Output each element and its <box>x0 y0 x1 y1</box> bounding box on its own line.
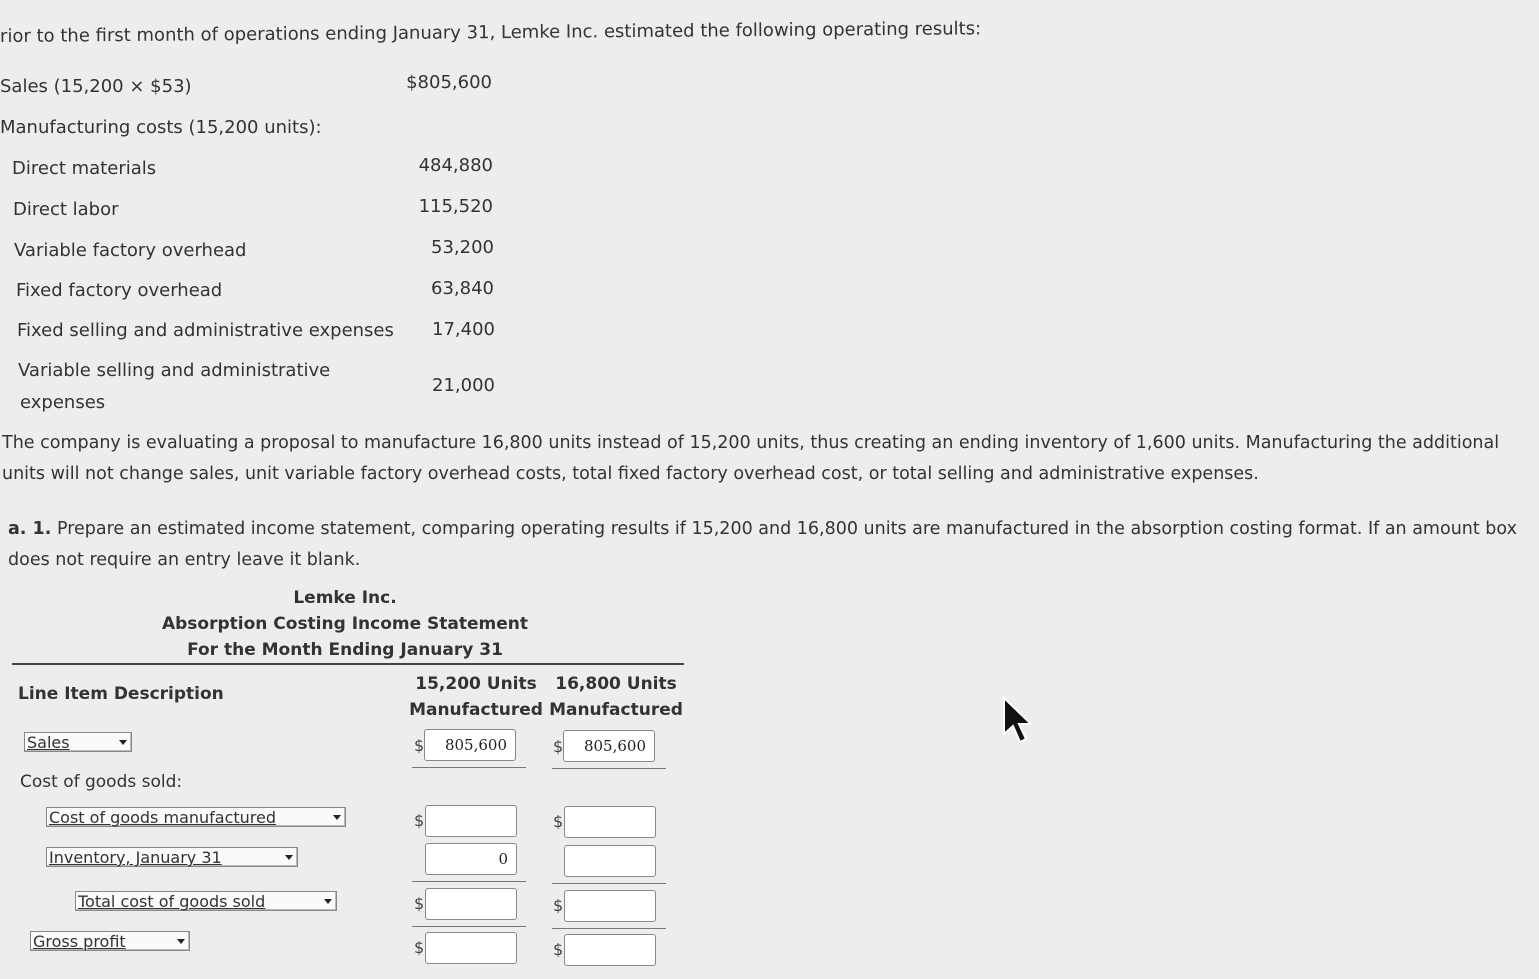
direct-labor-label: Direct labor <box>13 199 119 220</box>
sales-col1-currency: $ <box>414 736 425 755</box>
inventory-col2-underline <box>552 883 666 884</box>
fixed-selling-admin-value: 17,400 <box>432 319 495 340</box>
sales-estimate-label: Sales (15,200 × $53) <box>0 76 192 97</box>
proposal-text: The company is evaluating a proposal to manufacture 16,800 units instead of 15,200 units, thus creating an ending inventory of 1,600 units. Manufacturing the additional units will not change sales, unit variable factory overhead costs, total fixed factory overhead cost, or total selling and administrative expenses. <box>2 433 1500 484</box>
gross-profit-col2-currency: $ <box>553 940 564 959</box>
question-body: Prepare an estimated income statement, comparing operating results if 15,200 and 16,800 units are manufactured in the absorption costing format. If an amount box does not require an entry leave it blank. <box>8 519 1517 570</box>
total-cogs-select-label: Total cost of goods sold <box>78 892 266 911</box>
sales-col2-underline <box>552 768 666 769</box>
question-number: a. 1. <box>8 519 52 539</box>
cogm-select[interactable] <box>46 807 346 827</box>
cogs-label: Cost of goods sold: <box>20 772 183 792</box>
sales-select[interactable] <box>24 732 132 752</box>
total-cogs-col1-underline <box>412 926 526 927</box>
cogm-col2-currency: $ <box>553 812 564 831</box>
manufacturing-costs-header: Manufacturing costs (15,200 units): <box>0 117 322 138</box>
question-text <box>8 514 1528 576</box>
mouse-pointer-icon <box>1002 696 1036 746</box>
gross-profit-col2-input[interactable] <box>564 934 656 966</box>
inventory-select-label: Inventory, January 31 <box>49 848 222 867</box>
direct-materials-value: 484,880 <box>418 155 493 176</box>
total-cogs-col2-underline <box>552 928 666 929</box>
sales-col2-currency: $ <box>553 737 564 756</box>
gross-profit-select-label: Gross profit <box>33 932 126 951</box>
statement-period: For the Month Ending January 31 <box>187 640 503 660</box>
inventory-col2-input[interactable] <box>564 845 656 877</box>
cogm-col1-input[interactable] <box>425 805 517 837</box>
variable-selling-admin-label-2: expenses <box>20 392 106 413</box>
variable-selling-admin-label-1: Variable selling and administrative <box>18 360 331 381</box>
gross-profit-select[interactable] <box>30 931 190 951</box>
sales-col2-input[interactable]: 805,600 <box>563 730 655 762</box>
inventory-select[interactable] <box>46 847 298 867</box>
direct-materials-label: Direct materials <box>12 158 157 179</box>
cogm-col2-input[interactable] <box>564 806 656 838</box>
sales-col1-input[interactable]: 805,600 <box>424 729 516 761</box>
sales-select-label: Sales <box>27 733 70 752</box>
chevron-down-icon <box>324 899 332 904</box>
column-header-15200-line2: Manufactured <box>409 700 543 720</box>
variable-factory-overhead-value: 53,200 <box>431 237 494 258</box>
fixed-factory-overhead-value: 63,840 <box>431 278 494 299</box>
total-cogs-col2-input[interactable] <box>564 890 656 922</box>
chevron-down-icon <box>285 855 293 860</box>
column-header-16800-line1: 16,800 Units <box>555 674 677 694</box>
cogm-col1-currency: $ <box>414 811 425 830</box>
direct-labor-value: 115,520 <box>418 196 493 217</box>
inventory-col1-input[interactable]: 0 <box>425 843 517 875</box>
sales-col1-underline <box>412 767 526 768</box>
gross-profit-col1-currency: $ <box>414 938 425 957</box>
chevron-down-icon <box>333 815 341 820</box>
variable-selling-admin-value: 21,000 <box>432 375 495 396</box>
company-name: Lemke Inc. <box>293 588 397 608</box>
total-cogs-col1-currency: $ <box>414 894 425 913</box>
gross-profit-col1-input[interactable] <box>425 932 517 964</box>
column-header-15200-line1: 15,200 Units <box>415 674 537 694</box>
cogm-select-label: Cost of goods manufactured <box>49 808 277 827</box>
sales-estimate-value: $805,600 <box>406 72 492 93</box>
variable-factory-overhead-label: Variable factory overhead <box>14 240 247 261</box>
header-rule <box>12 663 684 665</box>
total-cogs-select[interactable] <box>75 891 337 911</box>
column-header-16800-line2: Manufactured <box>549 700 683 720</box>
fixed-selling-admin-label: Fixed selling and administrative expenses <box>17 320 394 341</box>
chevron-down-icon <box>177 939 185 944</box>
inventory-col1-underline <box>412 881 526 882</box>
intro-text: rior to the first month of operations ending January 31, Lemke Inc. estimated the following operating results: <box>0 18 982 47</box>
total-cogs-col1-input[interactable] <box>425 888 517 920</box>
total-cogs-col2-currency: $ <box>553 896 564 915</box>
chevron-down-icon <box>119 740 127 745</box>
statement-title: Absorption Costing Income Statement <box>161 614 529 634</box>
fixed-factory-overhead-label: Fixed factory overhead <box>16 280 223 301</box>
column-header-description: Line Item Description <box>18 684 224 704</box>
